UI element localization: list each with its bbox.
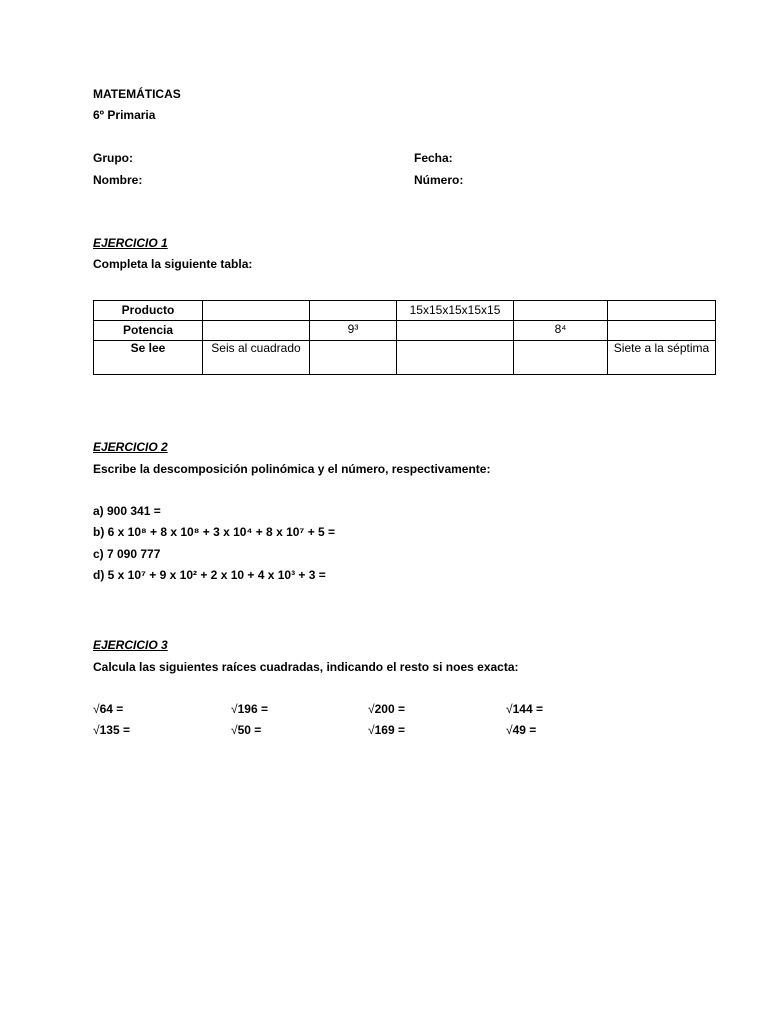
square-root-sign: √	[368, 702, 375, 716]
numero-label: Número:	[414, 173, 464, 187]
exercise-2-item-c: c) 7 090 777	[93, 547, 161, 561]
square-root-item: √169 =	[368, 723, 405, 737]
nombre-label: Nombre:	[93, 173, 143, 187]
table-cell	[203, 321, 310, 341]
subject-title: MATEMÁTICAS	[93, 87, 181, 101]
table-cell	[608, 301, 716, 321]
table-cell: Siete a la séptima	[608, 341, 716, 375]
exercise-3-title: EJERCICIO 3	[93, 638, 168, 652]
exercise-3-instruction: Calcula las siguientes raíces cuadradas, indicando el resto si noes exacta:	[93, 660, 519, 674]
exercise-2-item-d: d) 5 x 10⁷ + 9 x 10² + 2 x 10 + 4 x 10³ + 3 =	[93, 568, 326, 582]
exercise-2-item-b: b) 6 x 10⁸ + 8 x 10⁸ + 3 x 10⁴ + 8 x 10⁷ + 5 =	[93, 525, 336, 539]
square-root-item: √200 =	[368, 702, 405, 716]
square-root-sign: √	[93, 723, 100, 737]
square-root-sign: √	[506, 702, 513, 716]
table-cell: Producto	[94, 301, 203, 321]
square-root-item: √135 =	[93, 723, 130, 737]
square-root-sign: √	[93, 702, 100, 716]
table-cell	[514, 301, 608, 321]
table-cell	[397, 321, 514, 341]
powers-table	[93, 300, 716, 375]
square-root-sign: √	[231, 723, 238, 737]
table-cell	[310, 341, 397, 375]
square-root-item: √196 =	[231, 702, 268, 716]
table-cell	[608, 321, 716, 341]
table-cell	[514, 341, 608, 375]
table-cell: Seis al cuadrado	[203, 341, 310, 375]
table-cell: 9³	[310, 321, 397, 341]
exercise-1-instruction: Completa la siguiente tabla:	[93, 257, 253, 271]
table-cell: 15x15x15x15x15	[397, 301, 514, 321]
grupo-label: Grupo:	[93, 151, 133, 165]
square-root-sign: √	[231, 702, 238, 716]
table-cell: Se lee	[94, 341, 203, 375]
square-root-sign: √	[368, 723, 375, 737]
table-cell	[203, 301, 310, 321]
exercise-1-title: EJERCICIO 1	[93, 236, 168, 250]
square-root-sign: √	[506, 723, 513, 737]
table-row	[94, 321, 716, 341]
exercise-2-instruction: Escribe la descomposición polinómica y el número, respectivamente:	[93, 462, 491, 476]
table-cell: 8⁴	[514, 321, 608, 341]
fecha-label: Fecha:	[414, 151, 453, 165]
table-cell	[310, 301, 397, 321]
exercise-2-item-a: a) 900 341 =	[93, 504, 161, 518]
square-root-item: √50 =	[231, 723, 262, 737]
square-root-item: √64 =	[93, 702, 124, 716]
table-row	[94, 301, 716, 321]
table-cell	[397, 341, 514, 375]
grade-level: 6º Primaria	[93, 108, 156, 122]
table-cell: Potencia	[94, 321, 203, 341]
square-root-item: √144 =	[506, 702, 543, 716]
square-root-item: √49 =	[506, 723, 537, 737]
table-row	[94, 341, 716, 375]
exercise-2-title: EJERCICIO 2	[93, 440, 168, 454]
